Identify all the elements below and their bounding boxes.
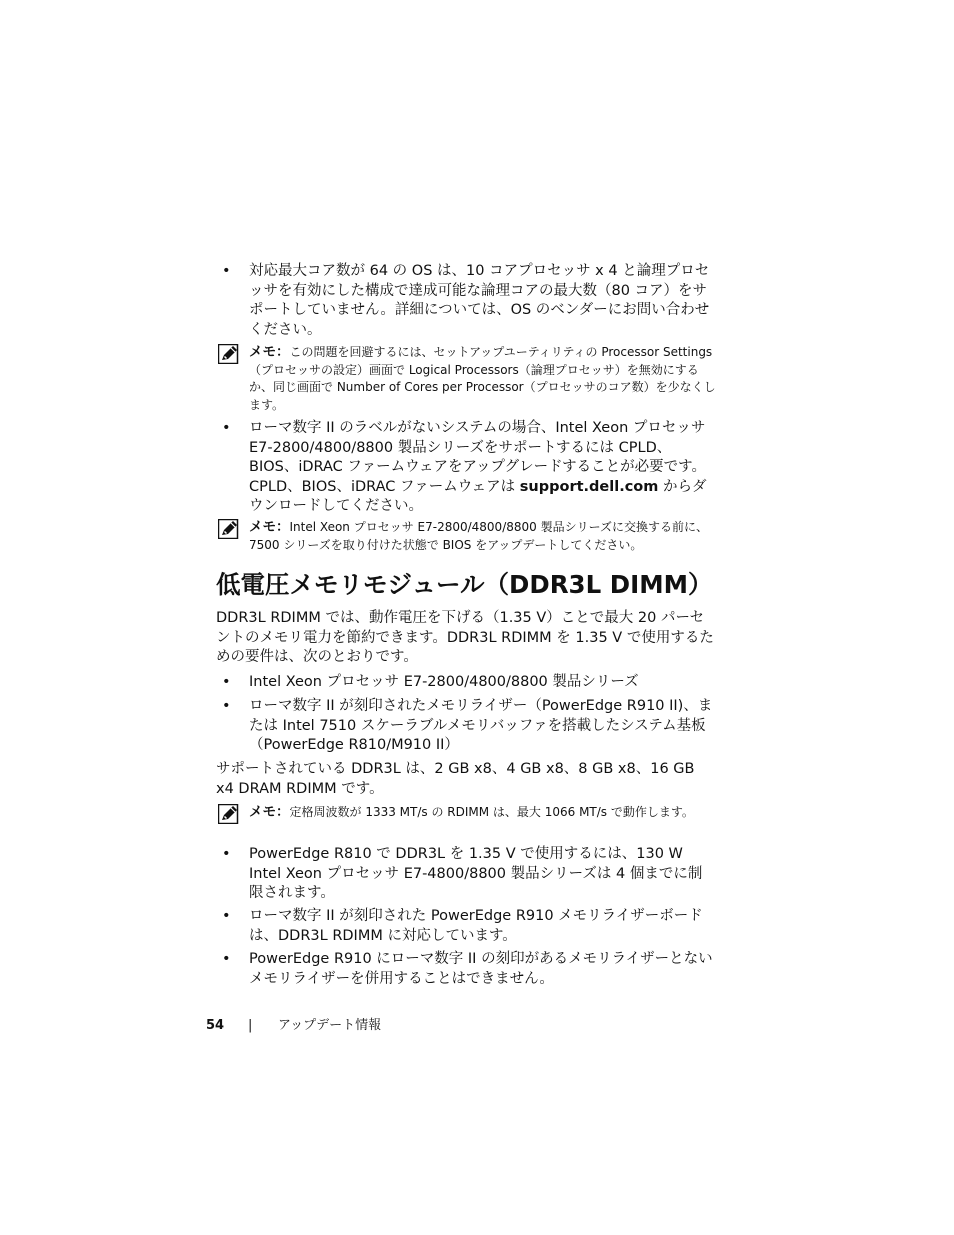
list-item	[216, 419, 716, 517]
bullet-marker: •	[222, 420, 231, 436]
note-pencil-icon	[218, 519, 240, 539]
body-paragraph: サポートされている DDR3L は、2 GB x8、4 GB x8、8 GB x8、16 GB x4 DRAM RDIMM です。	[216, 761, 695, 797]
support-link[interactable]: support.dell.com	[519, 478, 659, 495]
list-item-text: ローマ数字 II が刻印された PowerEdge R910 メモリライザーボードは、DDR3L RDIMM に対応しています。	[249, 908, 703, 944]
list-item-text: ローマ数字 II が刻印されたメモリライザー（PowerEdge R910 II)、または Intel 7510 スケーラブルメモリバッファを搭載したシステム基板（PowerEdge R810/M910 II）	[249, 698, 713, 753]
bullet-marker: •	[222, 846, 231, 862]
note-text	[249, 519, 718, 554]
footer-separator: |	[248, 1018, 253, 1033]
list-item	[216, 673, 716, 693]
note-body: 定格周波数が 1333 MT/s の RDIMM は、最大 1066 MT/s で動作します。	[289, 805, 694, 819]
note-text	[249, 344, 718, 414]
list-item-text: 対応最大コア数が 64 の OS は、10 コアプロセッサ x 4 と論理プロセッサを有効にした構成で達成可能な論理コアの最大数（80 コア）をサポートしていません。詳細については、OS のベンダーにお問い合わせください。	[249, 263, 710, 338]
body-paragraph: DDR3L RDIMM では、動作電圧を下げる（1.35 V）ことで最大 20 パーセントのメモリ電力を節約できます。DDR3L RDIMM を 1.35 V で使用するための要件は、次のとおりです。	[216, 610, 714, 665]
note-pencil-icon	[218, 344, 240, 364]
bullet-marker: •	[222, 951, 231, 967]
list-item-text: PowerEdge R910 にローマ数字 II の刻印があるメモリライザーとないメモリライザーを併用することはできません。	[249, 951, 713, 987]
note-pencil-icon	[218, 804, 240, 824]
list-item-text: Intel Xeon プロセッサ E7-2800/4800/8800 製品シリーズ	[249, 674, 639, 690]
list-item-text	[249, 419, 716, 517]
note-label: メモ：	[249, 519, 290, 535]
note-body: Intel Xeon プロセッサ E7-2800/4800/8800 製品シリーズに交換する前に、7500 シリーズを取り付けた状態で BIOS をアップデートしてください。	[249, 520, 708, 552]
bullet-marker: •	[222, 698, 231, 714]
bullet-marker: •	[222, 908, 231, 924]
bullet-marker: •	[222, 674, 231, 690]
page-footer	[206, 1016, 506, 1036]
note-body: この問題を回避するには、セットアップユーティリティの Processor Settings（プロセッサの設定）画面で Logical Processors（論理プロセッサ）を無効にするか、同じ画面で Number of Cores per Processor（プロセッサのコア数）を少なくします。	[249, 345, 716, 412]
note-label: メモ：	[249, 344, 290, 360]
list-item	[216, 845, 716, 904]
note-block	[218, 804, 718, 822]
list-item-text: PowerEdge R810 で DDR3L を 1.35 V で使用するには、130 W Intel Xeon プロセッサ E7-4800/8800 製品シリーズは 4 個までに制限されます。	[249, 846, 703, 901]
section-heading: 低電圧メモリモジュール（DDR3L DIMM）	[216, 570, 713, 599]
page-number: 54	[206, 1018, 225, 1033]
list-item-text-part: ローマ数字 II のラベルがないシステムの場合、Intel Xeon プロセッサ E7-2800/4800/8800 製品シリーズをサポートするには CPLD、BIOS、iDRAC ファームウェアをアップグレードすることが必要です。CPLD、BIOS、iDRAC ファームウェアは	[249, 420, 707, 495]
list-item	[216, 697, 716, 756]
note-text	[249, 804, 718, 822]
list-item-text-part: からダウンロードしてください。	[249, 478, 707, 514]
note-block	[218, 344, 718, 414]
list-item	[216, 907, 716, 946]
bullet-marker: •	[222, 263, 231, 279]
list-item	[216, 262, 716, 340]
note-block	[218, 519, 718, 554]
note-label: メモ：	[249, 804, 290, 820]
footer-section-title: アップデート情報	[278, 1018, 382, 1033]
list-item	[216, 950, 716, 989]
